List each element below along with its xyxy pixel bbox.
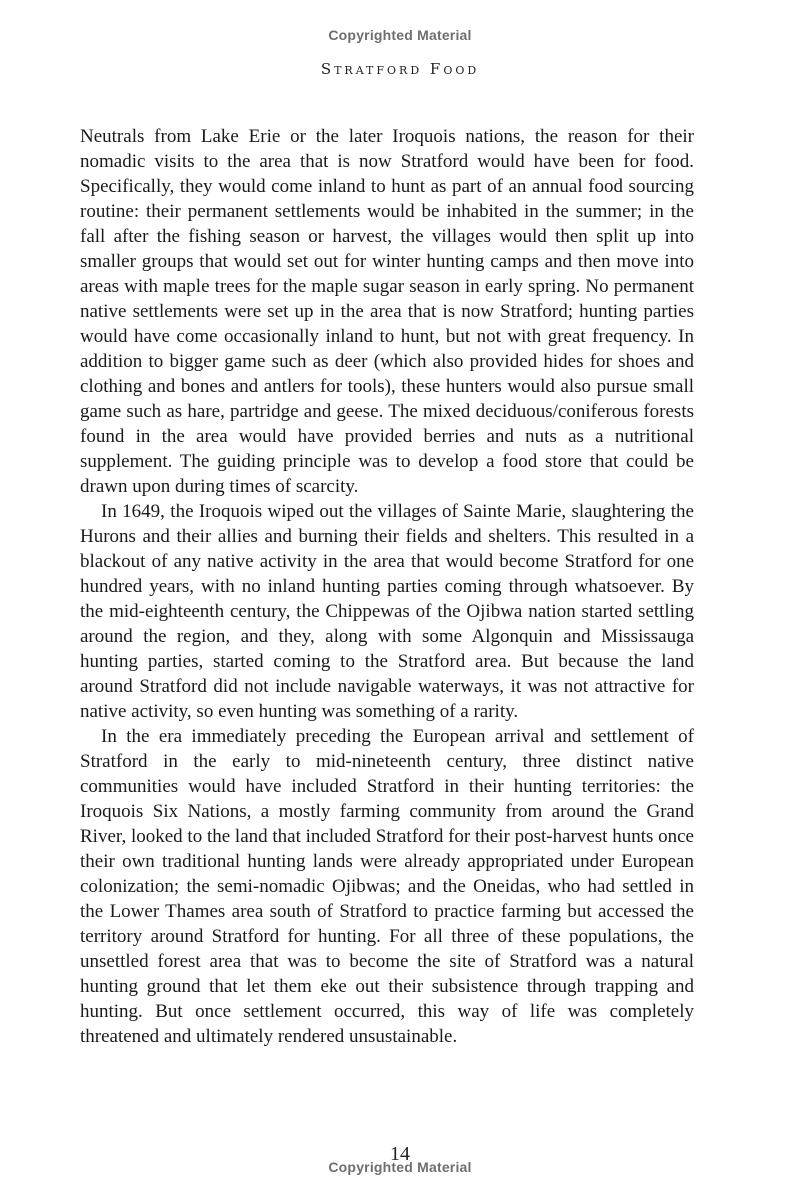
copyright-watermark-top: Copyrighted Material [328, 27, 472, 43]
page-number: 14 [390, 1143, 410, 1165]
running-head: Stratford Food [320, 60, 480, 78]
paragraph-2: In 1649, the Iroquois wiped out the villages of Sainte Marie, slaughtering the Hurons and their allies and burning their fields and shelters. This resulted in a blackout of any native activity in the area that would become Stratford for one hundred years, with no inland hunting parties coming through whatsoever. By the mid-eighteenth century, the Chippewas of the Ojibwa nation started settling around the region, and they, along with some Algonquin and Mississauga hunting parties, started coming to the Stratford area. But because the land around Stratford did not include navigable waterways, it was not attractive for native activity, so even hunting was something of a rarity. [80, 501, 694, 722]
copyright-watermark-bottom: Copyrighted Material [328, 1159, 472, 1175]
paragraph-1: Neutrals from Lake Erie or the later Iroquois nations, the reason for their nomadic visits to the area that is now Stratford would have been for food. Specifically, they would come inland to hunt as part of an annual food sourcing routine: their permanent settlements would be inhabited in the summer; in the fall after the fishing season or harvest, the villages would then split up into smaller groups that would set out for winter hunting camps and then move into areas with maple trees for the maple sugar season in early spring. No permanent native settlements were set up in the area that is now Stratford; hunting parties would have come occasionally inland to hunt, but not with great frequency. In addition to bigger game such as deer (which also provided hides for shoes and clothing and bones and antlers for tools), these hunters would also pursue small game such as hare, partridge and geese. The mixed deciduous/coniferous forests found in the area would have provided berries and nuts as a nutritional supplement. The guiding principle was to develop a food store that could be drawn upon during times of scarcity. [80, 126, 694, 497]
paragraph-3: In the era immediately preceding the European arrival and settlement of Stratford in the early to mid-nineteenth century, three distinct native communities would have included Stratford in their hunting territories: the Iroquois Six Nations, a mostly farming community from around the Grand River, looked to the land that included Stratford for their post-harvest hunts once their own traditional hunting lands were already appropriated under European colonization; the semi-nomadic Ojibwas; and the Oneidas, who had settled in the Lower Thames area south of Stratford to practice farming but accessed the territory around Stratford for hunting. For all three of these populations, the unsettled forest area that was to become the site of Stratford was a natural hunting ground that let them eke out their subsistence through trapping and hunting. But once settlement occurred, this way of life was completely threatened and ultimately rendered unsustainable. [80, 726, 694, 1047]
body-text [80, 124, 694, 1049]
